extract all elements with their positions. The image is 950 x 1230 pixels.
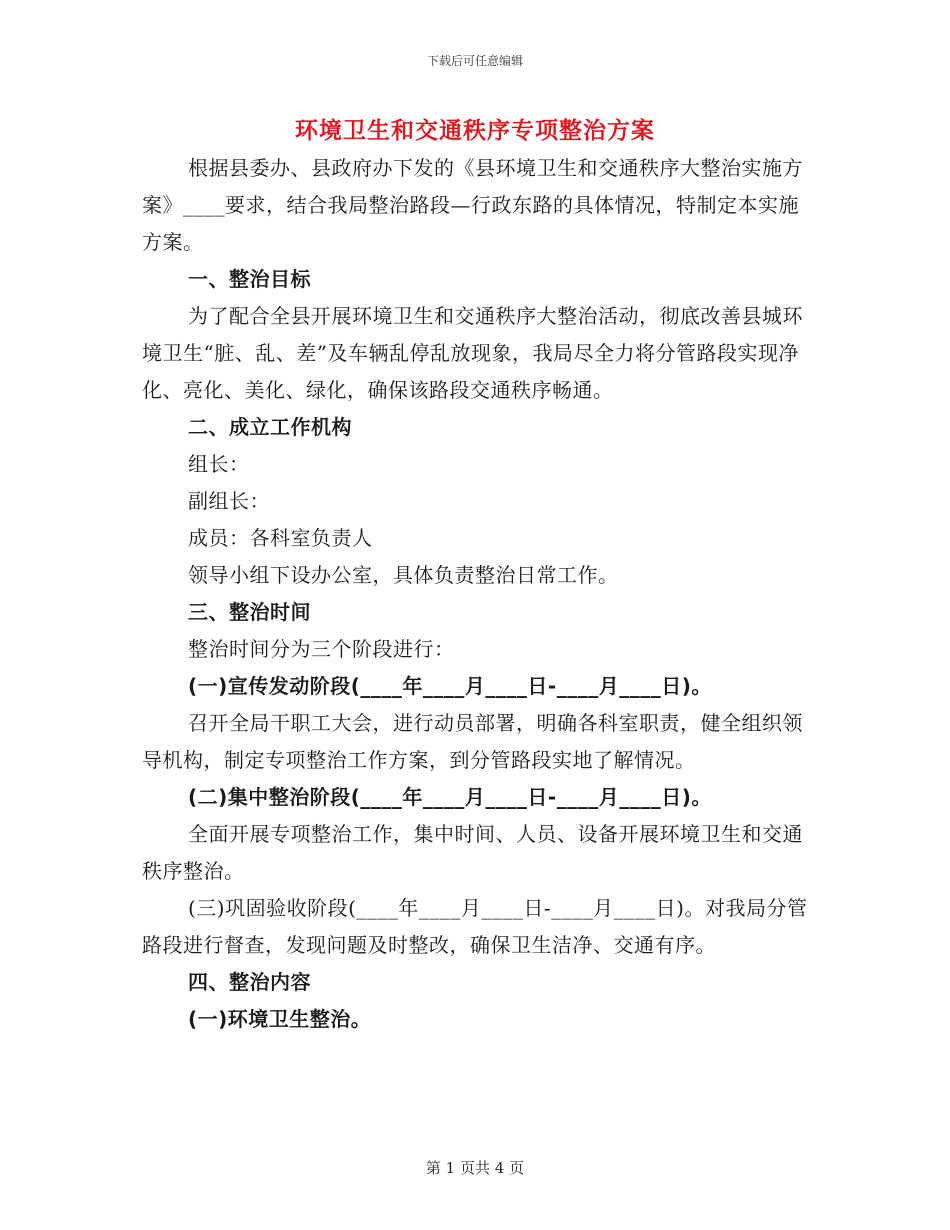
stage-2-heading: (二)集中整治阶段(____年____月____日-____月____日)。 bbox=[188, 785, 712, 809]
document-body bbox=[142, 150, 810, 1038]
deputy-leader-line: 副组长： bbox=[188, 489, 270, 513]
section-4-heading: 四、整治内容 bbox=[188, 970, 311, 994]
stage-3-paragraph: (三)巩固验收阶段(____年____月____日-____月____日)。对我局分管路段进行督查，发现问题及时整改，确保卫生洁净、交通有序。 bbox=[142, 896, 808, 957]
section-3-heading: 三、整治时间 bbox=[188, 600, 311, 624]
stage-2-paragraph: 全面开展专项整治工作，集中时间、人员、设备开展环境卫生和交通秩序整治。 bbox=[142, 822, 803, 883]
section-4-sub-1-heading: (一)环境卫生整治。 bbox=[188, 1007, 372, 1031]
document-title: 环境卫生和交通秩序专项整治方案 bbox=[295, 117, 655, 144]
section-1-paragraph: 为了配合全县开展环境卫生和交通秩序大整治活动，彻底改善县城环境卫生“脏、乱、差”及车辆乱停乱放现象，我局尽全力将分管路段实现净化、亮化、美化、绿化，确保该路段交通秩序畅通。 bbox=[142, 304, 803, 402]
office-line: 领导小组下设办公室，具体负责整治日常工作。 bbox=[188, 563, 619, 587]
stage-1-paragraph: 召开全局干职工大会，进行动员部署，明确各科室职责，健全组织领导机构，制定专项整治工作方案，到分管路段实地了解情况。 bbox=[142, 711, 803, 772]
members-line: 成员：各科室负责人 bbox=[188, 526, 373, 550]
page-number-footer: 第 1 页共 4 页 bbox=[425, 1159, 525, 1177]
section-2-heading: 二、成立工作机构 bbox=[188, 415, 352, 439]
stage-1-heading: (一)宣传发动阶段(____年____月____日-____月____日)。 bbox=[188, 674, 712, 698]
leader-line: 组长： bbox=[188, 452, 250, 476]
section-3-intro: 整治时间分为三个阶段进行： bbox=[188, 637, 455, 661]
intro-paragraph: 根据县委办、县政府办下发的《县环境卫生和交通秩序大整治实施方案》____要求，结合我局整治路段—行政东路的具体情况，特制定本实施方案。 bbox=[142, 156, 803, 254]
header-note: 下载后可任意编辑 bbox=[426, 54, 523, 68]
section-1-heading: 一、整治目标 bbox=[188, 267, 311, 291]
